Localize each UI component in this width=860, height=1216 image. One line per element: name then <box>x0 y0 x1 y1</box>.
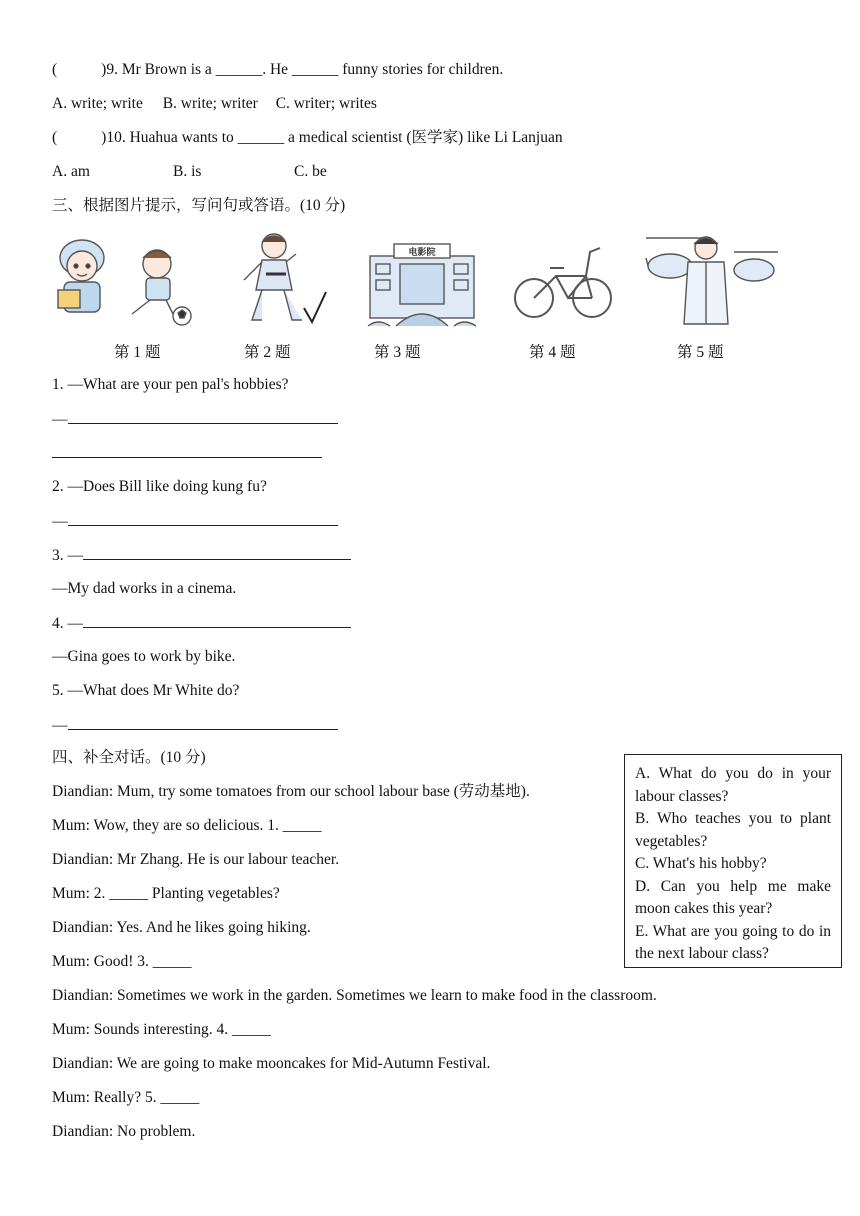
dialogue-line: Diandian: No problem. <box>52 1123 196 1140</box>
picture-2-kung-fu-boy <box>232 228 330 326</box>
answer-line[interactable] <box>68 511 338 526</box>
q3-label: 3. — <box>52 547 83 564</box>
picture-3-cinema <box>366 240 478 328</box>
dialogue-line: Diandian: Sometimes we work in the garden. Sometimes we learn to make food in the classroom. <box>52 987 657 1004</box>
caption-3: 第 3 题 <box>374 344 421 361</box>
dialogue-line: Mum: Wow, they are so delicious. 1. _____ <box>52 817 322 834</box>
s3-question-4 <box>52 613 351 634</box>
question-line[interactable] <box>83 613 351 628</box>
option-a: A. am <box>52 163 90 180</box>
dialogue-line: Mum: Good! 3. _____ <box>52 953 192 970</box>
s3-question-2: 2. —Does Bill like doing kung fu? <box>52 478 267 495</box>
s3-question-5: 5. —What does Mr White do? <box>52 682 240 699</box>
s3-answer-2 <box>52 511 338 532</box>
option-e: E. What are you going to do in the next labour class? <box>635 922 831 962</box>
s3-question-3 <box>52 545 351 566</box>
question-line[interactable] <box>83 545 351 560</box>
question-9-options <box>52 94 377 114</box>
dialogue-line: Mum: Really? 5. _____ <box>52 1089 200 1106</box>
option-c: C. What's his hobby? <box>635 855 767 872</box>
question-9 <box>52 60 503 80</box>
caption-5: 第 5 题 <box>677 344 724 361</box>
option-d: D. Can you help me make moon cakes this year? <box>635 877 831 917</box>
dialogue-line: Diandian: Mum, try some tomatoes from our school labour base (劳动基地). <box>52 783 530 800</box>
caption-1: 第 1 题 <box>114 344 161 361</box>
option-b: B. write; writer <box>162 95 258 112</box>
caption-2: 第 2 题 <box>244 344 291 361</box>
dash: — <box>52 411 68 428</box>
s3-answer-1 <box>52 409 338 430</box>
s3-answer-4: —Gina goes to work by bike. <box>52 648 236 665</box>
question-10 <box>52 128 563 148</box>
s3-answer-5 <box>52 715 338 736</box>
section-3-title: 三、根据图片提示，写问句或答语。(10 分) <box>52 197 346 214</box>
option-a: A. write; write <box>52 95 143 112</box>
option-a: A. What do you do in your labour classes? <box>635 765 831 805</box>
option-c: C. writer; writes <box>275 95 377 112</box>
q4-label: 4. — <box>52 615 83 632</box>
caption-4: 第 4 题 <box>529 344 576 361</box>
option-b: B. Who teaches you to plant vegetables? <box>635 810 831 850</box>
dash: — <box>52 513 68 530</box>
dialogue-line: Diandian: Mr Zhang. He is our labour teacher. <box>52 851 340 868</box>
cinema-sign: 电影院 <box>408 248 436 258</box>
s3-answer-3: —My dad works in a cinema. <box>52 580 237 597</box>
answer-line[interactable] <box>52 443 322 458</box>
s3-answer-1-line-2 <box>52 443 322 464</box>
dash: — <box>52 717 68 734</box>
dialogue-line: Diandian: Yes. And he likes going hiking. <box>52 919 311 936</box>
question-10-options <box>52 162 327 182</box>
picture-4-bicycle <box>512 238 614 326</box>
answer-line[interactable] <box>68 409 338 424</box>
answer-line[interactable] <box>68 715 338 730</box>
answer-paren-open: ( <box>52 61 58 78</box>
section-4-title: 四、补全对话。(10 分) <box>52 749 206 766</box>
question-9-text: )9. Mr Brown is a ______. He ______ funny stories for children. <box>101 61 504 78</box>
options-box <box>624 754 842 968</box>
dialogue-line: Diandian: We are going to make mooncakes for Mid-Autumn Festival. <box>52 1055 491 1072</box>
option-c: C. be <box>294 163 327 180</box>
answer-paren-open: ( <box>52 129 58 146</box>
picture-1-reading-and-football <box>52 234 198 330</box>
option-b: B. is <box>173 163 202 180</box>
dialogue-line: Mum: 2. _____ Planting vegetables? <box>52 885 280 902</box>
s3-question-1: 1. —What are your pen pal's hobbies? <box>52 376 289 393</box>
dialogue-line: Mum: Sounds interesting. 4. _____ <box>52 1021 271 1038</box>
question-10-text: )10. Huahua wants to ______ a medical scientist (医学家) like Li Lanjuan <box>101 129 563 146</box>
picture-5-pilot-with-helicopters <box>644 232 780 328</box>
